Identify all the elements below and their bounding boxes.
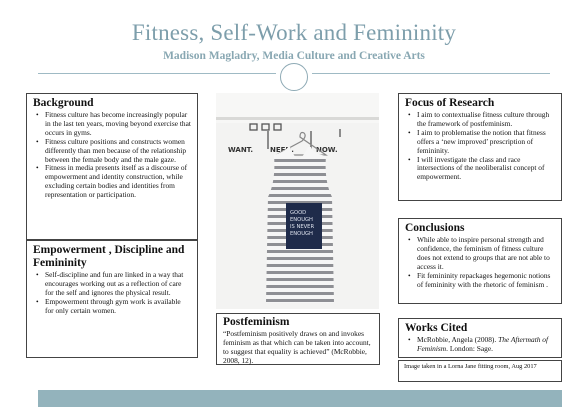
list-item: • Empowerment through gym work is available for only certain women. [33, 298, 191, 316]
background-list [33, 111, 191, 200]
conclusions-section [398, 218, 562, 304]
empowerment-heading: Empowerment , Discipline and Femininity [33, 244, 185, 269]
poster-title: Fitness, Self-Work and Femininity [131, 20, 457, 45]
list-item: • Self-discipline and fun are linked in a way that encourages working out as a reflection of care for the self and ignores the physical result. [33, 271, 191, 298]
empowerment-list [33, 271, 191, 316]
citation-book-title: The Aftermath of Feminism [417, 335, 549, 353]
shirt-text-line: GOOD [290, 210, 307, 216]
shirt-text-line: ENOUGH [290, 231, 313, 237]
focus-list [405, 111, 555, 182]
list-item: • While able to inspire personal strength and confidence, the feminism of fitness culture does not extend to groups that are not able to access it. [405, 236, 555, 272]
hook-label-need: NEED. [270, 146, 294, 154]
conclusions-heading: Conclusions [405, 222, 465, 234]
focus-section [398, 93, 562, 201]
photo-caption: Image taken in a Lorna Jane fitting room, Aug 2017 [404, 363, 537, 370]
header-rule-left [38, 73, 276, 74]
list-item: • Fitness in media presents itself as a discourse of empowerment and identity construction, while excluding certain bodies and identities from representation or participation. [33, 164, 191, 200]
citation-publisher: . London: Sage. [446, 343, 493, 353]
header-rule-right [312, 73, 550, 74]
hook-label-want: WANT. [228, 146, 254, 154]
postfeminism-section [216, 313, 380, 365]
poster-subtitle: Madison Magladry, Media Culture and Creative Arts [163, 50, 425, 62]
conclusions-list [405, 236, 555, 289]
empowerment-section [26, 240, 198, 358]
list-item: • I aim to problematise the notion that fitness offers a ‘new improved’ prescription of femininity. [405, 129, 555, 156]
list-item: • Fit femininity repackages hegemonic notions of femininity with the rhetoric of feminism . [405, 272, 555, 290]
hook-label-now: NOW. [316, 146, 338, 154]
header-circle-ornament [280, 63, 308, 91]
list-item: • Fitness culture has become increasingly popular in the last ten years, moving beyond exercise that occurs in gyms. [33, 111, 191, 138]
shirt-text-line: IS NEVER [290, 224, 315, 230]
works-cited-list [405, 336, 555, 354]
list-item: • I will investigate the class and race intersections of the neoliberalist concept of empowerment. [405, 156, 555, 183]
postfeminism-quote: “Postfeminism positively draws on and invokes feminism as that which can be taken into account, to suggest that equality is achieved” (McRobbie, 2008, 12). [223, 329, 371, 365]
citation [405, 336, 555, 354]
photo-caption-box [398, 360, 562, 382]
footer-band [38, 390, 562, 407]
works-cited-heading: Works Cited [405, 322, 468, 334]
works-cited-section [398, 318, 562, 358]
fitting-room-photo [216, 93, 379, 309]
list-item: • Fitness culture positions and constructs women differently than men because of the relationship between the female body and the male gaze. [33, 138, 191, 165]
tank-top-illustration [216, 93, 379, 309]
postfeminism-heading: Postfeminism [223, 316, 290, 328]
focus-heading: Focus of Research [405, 97, 495, 109]
background-section [26, 93, 198, 240]
shirt-text-line: ENOUGH [290, 217, 313, 223]
list-item: • I aim to contextualise fitness culture through the framework of postfeminism. [405, 111, 555, 129]
background-heading: Background [33, 97, 94, 109]
citation-author: McRobbie, Angela (2008). [417, 335, 499, 344]
